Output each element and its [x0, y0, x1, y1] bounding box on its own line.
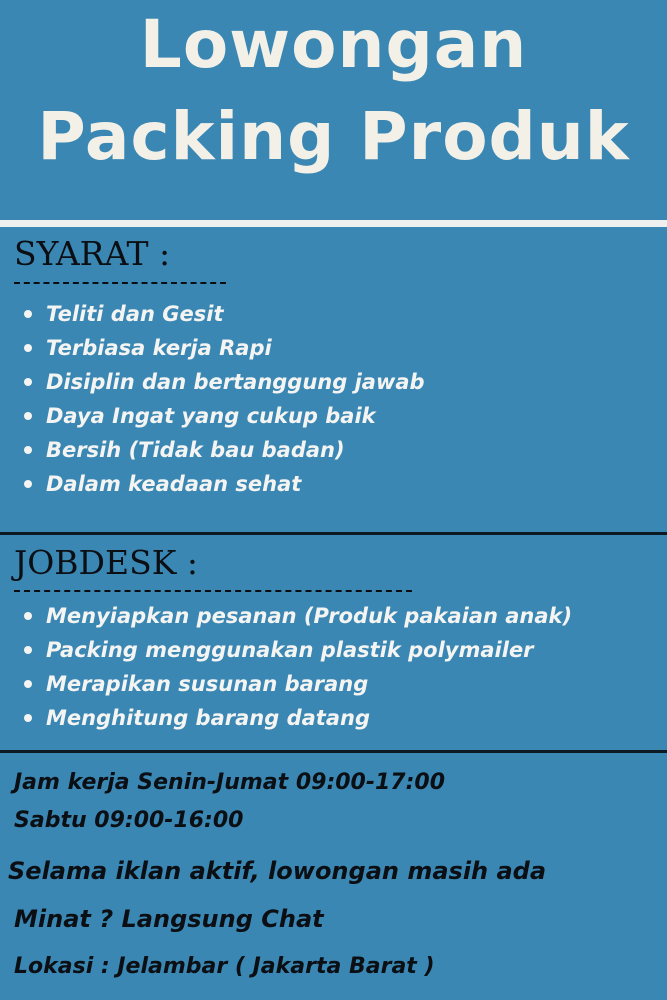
section-divider-1 [0, 532, 667, 535]
bullet-icon [24, 412, 32, 420]
availability-note: Selama iklan aktif, lowongan masih ada [8, 857, 547, 885]
jobdesk-dashed-underline [14, 590, 412, 594]
working-hours-saturday: Sabtu 09:00-16:00 [14, 808, 244, 833]
bullet-icon [24, 680, 32, 688]
list-item: Disiplin dan bertanggung jawab [18, 365, 425, 399]
bullet-icon [24, 310, 32, 318]
bullet-icon [24, 646, 32, 654]
bullet-icon [24, 344, 32, 352]
list-item: Terbiasa kerja Rapi [18, 331, 425, 365]
list-item: Bersih (Tidak bau badan) [18, 433, 425, 467]
bullet-icon [24, 378, 32, 386]
section-divider-2 [0, 750, 667, 753]
title-line-2: Packing Produk [37, 98, 630, 175]
syarat-heading: SYARAT : [14, 234, 171, 273]
syarat-dashed-underline [14, 282, 226, 286]
title-divider [0, 220, 667, 227]
location: Lokasi : Jelambar ( Jakarta Barat ) [14, 954, 435, 979]
jobdesk-list [18, 599, 572, 735]
list-item: Teliti dan Gesit [18, 297, 425, 331]
list-item: Menghitung barang datang [18, 701, 572, 735]
list-item: Dalam keadaan sehat [18, 467, 425, 501]
list-item: Merapikan susunan barang [18, 667, 572, 701]
working-hours-weekday: Jam kerja Senin-Jumat 09:00-17:00 [14, 770, 446, 795]
syarat-list [18, 297, 425, 501]
jobdesk-heading: JOBDESK : [14, 543, 198, 582]
title-line-1: Lowongan [139, 6, 528, 83]
list-item: Menyiapkan pesanan (Produk pakaian anak) [18, 599, 572, 633]
bullet-icon [24, 612, 32, 620]
list-item: Packing menggunakan plastik polymailer [18, 633, 572, 667]
bullet-icon [24, 446, 32, 454]
contact-note: Minat ? Langsung Chat [14, 905, 324, 933]
list-item: Daya Ingat yang cukup baik [18, 399, 425, 433]
bullet-icon [24, 480, 32, 488]
bullet-icon [24, 714, 32, 722]
